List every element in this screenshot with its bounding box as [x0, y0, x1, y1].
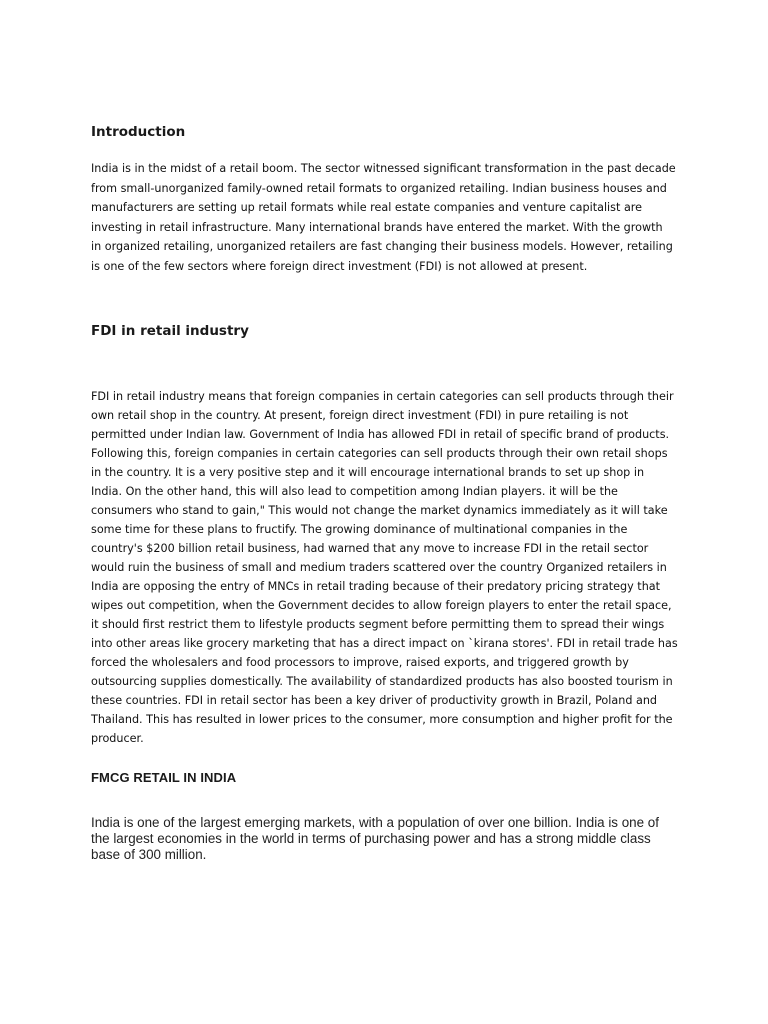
paragraph-line: country's $200 billion retail business, had warned that any move to increase FDI in the retail sector	[91, 542, 649, 555]
fmcg-heading: FMCG RETAIL IN INDIA	[91, 770, 237, 785]
paragraph-line: Thailand. This has resulted in lower prices to the consumer, more consumption and higher profit for the	[91, 713, 673, 726]
introduction-heading: Introduction	[91, 124, 186, 140]
paragraph-line: in organized retailing, unorganized retailers are fast changing their business models. However, retailing	[91, 240, 673, 253]
paragraph-line: Following this, foreign companies in certain categories can sell products through their own retail shops	[91, 447, 668, 460]
introduction-paragraph	[91, 159, 676, 276]
paragraph-line: would ruin the business of small and medium traders scattered over the country Organized retailers in	[91, 561, 667, 574]
fdi-heading: FDI in retail industry	[91, 323, 249, 339]
paragraph-line: forced the wholesalers and food processors to improve, raised exports, and triggered growth by	[91, 656, 629, 669]
paragraph-line: manufacturers are setting up retail formats while real estate companies and venture capitalist are	[91, 201, 643, 214]
paragraph-line: into other areas like grocery marketing that has a direct impact on `kirana stores'. FDI in retail trade has	[91, 637, 678, 650]
paragraph-line: India is in the midst of a retail boom. The sector witnessed significant transformation in the past decade	[91, 162, 676, 175]
paragraph-line: own retail shop in the country. At present, foreign direct investment (FDI) in pure retailing is not	[91, 409, 629, 422]
paragraph-line: from small-unorganized family-owned retail formats to organized retailing. Indian business houses and	[91, 181, 667, 195]
paragraph-line: in the country. It is a very positive step and it will encourage international brands to set up shop in	[91, 466, 645, 479]
paragraph-line: investing in retail infrastructure. Many international brands have entered the market. With the growth	[91, 220, 663, 234]
paragraph-line: it should first restrict them to lifestyle products segment before permitting them to spread their wings	[91, 618, 665, 631]
paragraph-line: is one of the few sectors where foreign direct investment (FDI) is not allowed at present.	[91, 259, 588, 273]
paragraph-line: these countries. FDI in retail sector has been a key driver of productivity growth in Brazil, Poland and	[91, 694, 658, 707]
paragraph-line: permitted under Indian law. Government of India has allowed FDI in retail of specific brand of products.	[91, 428, 670, 441]
paragraph-line: India is one of the largest emerging markets, with a population of over one billion. India is one of	[91, 815, 659, 830]
paragraph-line: the largest economies in the world in terms of purchasing power and has a strong middle class	[91, 831, 651, 846]
paragraph-line: consumers who stand to gain," This would not change the market dynamics immediately as it will take	[91, 504, 668, 517]
fmcg-paragraph	[91, 815, 659, 863]
fdi-paragraph	[91, 387, 678, 748]
paragraph-line: outsourcing supplies domestically. The availability of standardized products has also boosted tourism in	[91, 675, 673, 688]
paragraph-line: India. On the other hand, this will also lead to competition among Indian players. it will be the	[91, 485, 618, 498]
paragraph-line: producer.	[91, 732, 144, 745]
paragraph-line: some time for these plans to fructify. The growing dominance of multinational companies in the	[91, 523, 628, 536]
paragraph-line: India are opposing the entry of MNCs in retail trading because of their predatory pricing strategy that	[91, 580, 661, 593]
paragraph-line: wipes out competition, when the Government decides to allow foreign players to enter the retail space,	[91, 599, 672, 612]
paragraph-line: base of 300 million.	[91, 847, 207, 862]
paragraph-line: FDI in retail industry means that foreign companies in certain categories can sell products through their	[91, 390, 674, 403]
